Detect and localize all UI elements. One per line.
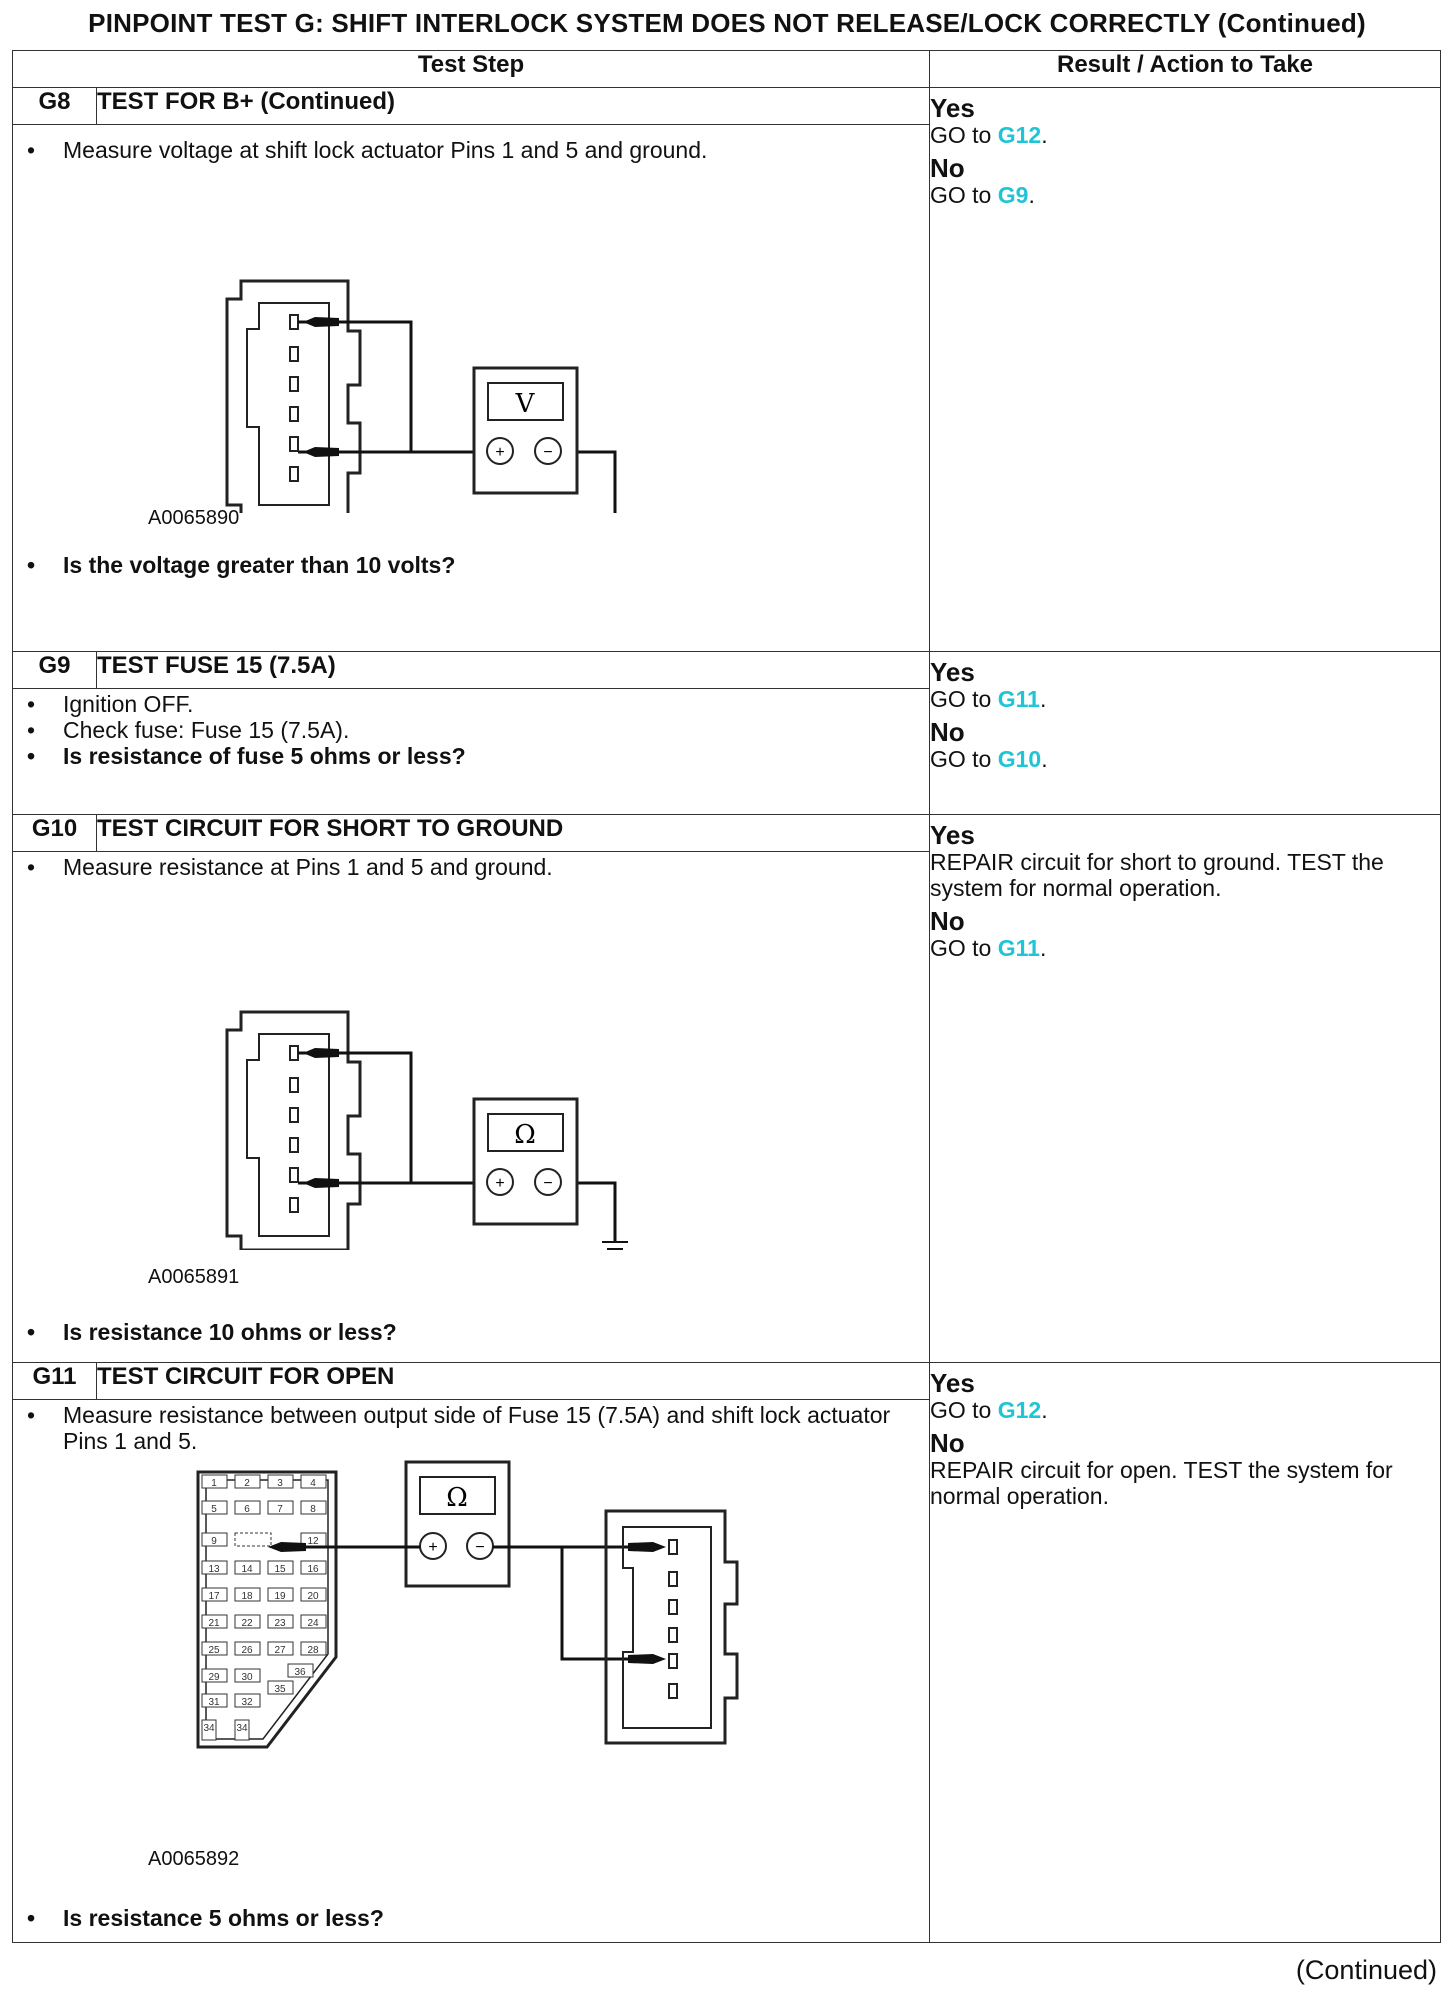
svg-text:−: − (543, 444, 553, 461)
question: • Is resistance 10 ohms or less? (63, 1319, 929, 1345)
yes-text: GO to (930, 1397, 998, 1423)
yes-text: GO to (930, 686, 998, 712)
yes-text: REPAIR circuit for short to ground. TEST the system for normal operation. (930, 849, 1384, 901)
fuse-number: 9 (211, 1536, 217, 1547)
fuse-number: 23 (274, 1618, 286, 1629)
step-g11-body (13, 1400, 930, 1943)
step-g9-body (13, 689, 930, 815)
fuse-number: 21 (208, 1618, 220, 1629)
step-id: G11 (13, 1363, 97, 1400)
step-g9-result: Yes GO to G11. No GO to G10. (930, 652, 1441, 815)
fuse-number: 5 (211, 1504, 217, 1515)
bullet: • Measure voltage at shift lock actuator Pins 1 and 5 and ground. (63, 137, 929, 163)
fuse-number: 15 (274, 1564, 286, 1575)
figure-id: A0065890 (148, 507, 240, 529)
step-g8-result: Yes GO to G12. No GO to G9. (930, 88, 1441, 652)
header-result: Result / Action to Take (930, 51, 1441, 88)
ohmmeter-icon (406, 1462, 509, 1586)
fuse-number: 20 (307, 1591, 319, 1602)
ohmmeter-icon (474, 1099, 577, 1224)
figure-id: A0065892 (148, 1848, 240, 1870)
svg-text:+: + (495, 1175, 505, 1192)
fuse-box-icon (198, 1472, 336, 1747)
fuse-number: 26 (241, 1645, 253, 1656)
bullet: • Ignition OFF. (63, 691, 929, 717)
fuse-number: 12 (307, 1536, 319, 1547)
step-g11-result: Yes GO to G12. No REPAIR circuit for open. TEST the system for normal operation. (930, 1363, 1441, 1943)
fuse-number: 8 (310, 1504, 316, 1515)
fuse-number: 14 (241, 1564, 253, 1575)
fuse-15-slot (235, 1533, 271, 1546)
fuse-number: 6 (244, 1504, 250, 1515)
table-header-row (13, 51, 1441, 88)
meter-symbol: Ω (446, 1483, 468, 1513)
goto-g9-link[interactable]: G9 (997, 182, 1029, 208)
fuse-number: 18 (241, 1591, 253, 1602)
voltage-diagram (13, 163, 773, 513)
fuse-number: 13 (208, 1564, 220, 1575)
meter-symbol: Ω (514, 1120, 536, 1150)
no-label: No (930, 717, 965, 747)
step-id: G10 (13, 815, 97, 852)
step-id: G8 (13, 88, 97, 125)
step-title: TEST CIRCUIT FOR SHORT TO GROUND (97, 815, 930, 852)
step-g11-title-row (13, 1363, 1441, 1400)
fuse-number: 36 (294, 1667, 306, 1678)
fuse-number: 34 (236, 1723, 248, 1734)
header-test-step: Test Step (13, 51, 930, 88)
no-label: No (930, 153, 965, 183)
fuse-number: 4 (310, 1478, 316, 1489)
fuse-number: 25 (208, 1645, 220, 1656)
no-text: GO to (930, 746, 998, 772)
fuse-number: 1 (211, 1478, 217, 1489)
fuse-number: 7 (277, 1504, 283, 1515)
goto-g12-link[interactable]: G12 (997, 1397, 1042, 1423)
step-g10-result: Yes REPAIR circuit for short to ground. TEST the system for normal operation. No GO to G11. (930, 815, 1441, 1363)
fuse-number: 31 (208, 1697, 220, 1708)
fuse-number: 29 (208, 1672, 220, 1683)
bullet: • Check fuse: Fuse 15 (7.5A). (63, 717, 929, 743)
fuse-number: 32 (241, 1697, 253, 1708)
fuse-number: 16 (307, 1564, 319, 1575)
page-title: PINPOINT TEST G: SHIFT INTERLOCK SYSTEM DOES NOT RELEASE/LOCK CORRECTLY (Continued) (88, 8, 1366, 38)
question: • Is the voltage greater than 10 volts? (63, 552, 929, 578)
goto-g12-link[interactable]: G12 (997, 122, 1042, 148)
step-g10-body (13, 852, 930, 1363)
bullet: • Measure resistance between output side of Fuse 15 (7.5A) and shift lock actuator Pins 1 and 5. (63, 1402, 929, 1454)
yes-label: Yes (930, 657, 975, 687)
yes-label: Yes (930, 93, 975, 123)
fuse-number: 19 (274, 1591, 286, 1602)
step-g8-body (13, 125, 930, 652)
yes-text: GO to (930, 122, 998, 148)
step-g9-title-row (13, 652, 1441, 689)
goto-g11-link[interactable]: G11 (997, 935, 1040, 961)
pinpoint-test-table (12, 50, 1441, 1943)
fuse-number: 3 (277, 1478, 283, 1489)
no-text: GO to (930, 935, 998, 961)
no-label: No (930, 1428, 965, 1458)
fuse-number: 2 (244, 1478, 250, 1489)
goto-g11-link[interactable]: G11 (997, 686, 1040, 712)
step-title: TEST FUSE 15 (7.5A) (97, 652, 930, 689)
open-circuit-diagram (13, 1454, 773, 1854)
no-label: No (930, 906, 965, 936)
no-text: GO to (930, 182, 998, 208)
svg-text:+: + (495, 444, 505, 461)
fuse-number: 24 (307, 1618, 319, 1629)
fuse-number: 30 (241, 1672, 253, 1683)
yes-label: Yes (930, 1368, 975, 1398)
step-title: TEST CIRCUIT FOR OPEN (97, 1363, 930, 1400)
svg-text:−: − (475, 1539, 485, 1556)
question: • Is resistance of fuse 5 ohms or less? (63, 743, 929, 769)
svg-text:+: + (428, 1539, 438, 1556)
svg-text:−: − (543, 1175, 553, 1192)
yes-label: Yes (930, 820, 975, 850)
no-text: REPAIR circuit for open. TEST the system for normal operation. (930, 1457, 1393, 1509)
voltmeter-icon (474, 368, 577, 493)
step-title: TEST FOR B+ (Continued) (97, 88, 930, 125)
fuse-number: 22 (241, 1618, 253, 1629)
figure-id: A0065891 (148, 1266, 240, 1288)
meter-symbol: V (515, 389, 535, 419)
fuse-number: 35 (274, 1684, 286, 1695)
fuse-number: 17 (208, 1591, 220, 1602)
fuse-number: 34 (203, 1723, 215, 1734)
fuse-number: 27 (274, 1645, 286, 1656)
ground-icon (602, 1242, 628, 1249)
goto-g10-link[interactable]: G10 (997, 746, 1042, 772)
question: • Is resistance 5 ohms or less? (63, 1905, 929, 1931)
continued-footer: (Continued) (1295, 1955, 1437, 1985)
step-id: G9 (13, 652, 97, 689)
bullet: • Measure resistance at Pins 1 and 5 and ground. (63, 854, 929, 880)
step-g8-title-row (13, 88, 1441, 125)
step-g10-title-row (13, 815, 1441, 852)
resistance-to-ground-diagram (13, 880, 773, 1250)
fuse-number: 28 (307, 1645, 319, 1656)
